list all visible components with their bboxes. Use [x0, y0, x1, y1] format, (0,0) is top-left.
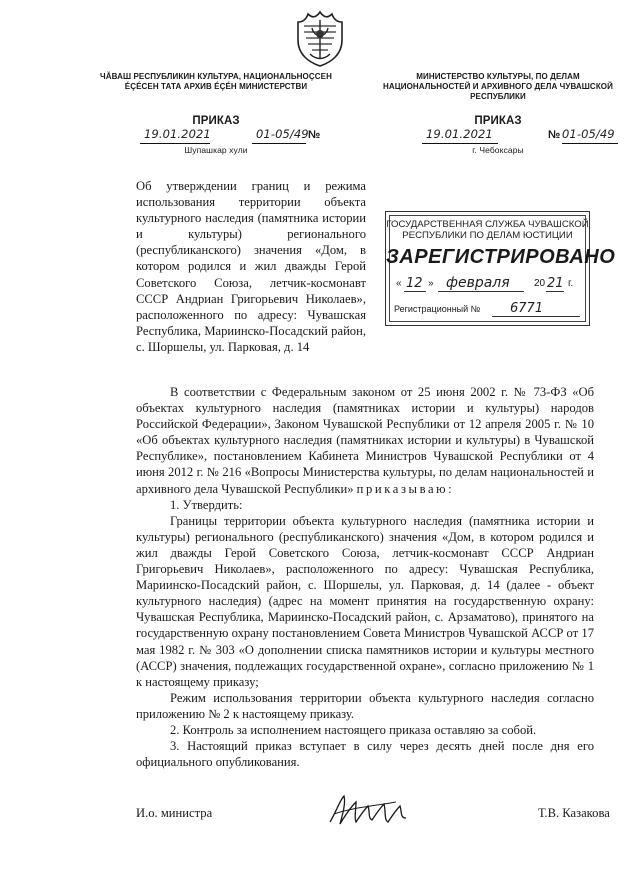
header-left-number: 01-05/49: [256, 127, 309, 141]
body-paragraph-2: 1. Утвердить:: [170, 497, 243, 512]
body-paragraph-6: 3. Настоящий приказ вступает в силу через десять дней после дня его официального опубликования.: [136, 739, 594, 770]
stamp-date-row: [396, 275, 581, 294]
stamp-reg-number: 6771: [510, 301, 544, 316]
stamp-month: февраля: [446, 275, 510, 291]
header-right-place: г. Чебоксары: [472, 145, 524, 155]
header-right-number: 01-05/49: [562, 127, 615, 141]
header-right-org: МИНИСТЕРСТВО КУЛЬТУРЫ, ПО ДЕЛАМ НАЦИОНАЛЬНОСТЕЙ И АРХИВНОГО ДЕЛА ЧУВАШСКОЙ РЕСПУБЛИКИ: [383, 72, 613, 101]
coat-of-arms-emblem: [294, 10, 346, 68]
stamp-year-prefix: 20: [534, 278, 546, 289]
header-right-number-row: [378, 127, 618, 144]
header-right-title: ПРИКАЗ: [474, 115, 522, 127]
signatory-role: И.о. министра: [136, 806, 213, 820]
body-paragraph-1: [136, 384, 594, 497]
registration-stamp: [385, 211, 616, 326]
stamp-open-quote: «: [396, 278, 402, 289]
order-subject-text: Об утверждении границ и режима использования территории объекта культурного наследия (памятника истории и культуры) регионального (республиканского) значения «Дом, в котором родился и жил дважды Герой Советского Союза, летчик-космонавт СССР Андриан Григорьевич Николаев», расположенного по адресу: Чувашская Республика, Мариинско-Посадский район, с. Шоршелы, ул. Парковая, д. 14: [136, 179, 366, 354]
header-left-date: 19.01.2021: [144, 127, 211, 141]
stamp-year-unit: г.: [568, 278, 574, 289]
header-left-number-sign: №: [308, 129, 321, 141]
header-right: [378, 72, 618, 155]
header-left: [96, 72, 336, 155]
stamp-year-suffix: 21: [547, 276, 564, 291]
stamp-close-quote: »: [428, 278, 434, 289]
signatory-name: Т.В. Казакова: [538, 806, 610, 820]
stamp-header-line1: ГОСУДАРСТВЕННАЯ СЛУЖБА ЧУВАШСКОЙ: [386, 219, 589, 230]
body-paragraph-5: 2. Контроль за исполнением настоящего приказа оставляю за собой.: [170, 722, 537, 737]
stamp-header: [386, 219, 589, 241]
header-left-place: Шупашкар хули: [184, 145, 248, 155]
header-left-number-row: [96, 127, 336, 144]
header-right-date: 19.01.2021: [426, 127, 493, 141]
stamp-day: 12: [406, 276, 423, 291]
body-paragraph-3: Границы территории объекта культурного наследия (памятника истории и культуры) регионального (республиканского) значения «Дом, в котором родился и жил дважды Герой Советского Союза, летчик-космонавт СССР Андриан Григорьевич Николаев», расположенного по адресу: Чувашская Республика, Мариинско-Посадский район, с. Шоршелы, ул. Парковая, д. 14 (далее - объект культурного наследия) (адрес на момент принятия на государственную охрану: Чувашская Республика, Мариинско-Посадский район, с. Арзаматово), принятого на государственную охрану постановлением Совета Министров Чувашской АССР от 17 мая 1982 г. № 303 «О дополнении списка памятников истории и культуры местного (АССР) значения, подлежащих государственной охране», согласно приложению № 1 к настоящему приказу;: [136, 513, 594, 689]
handwritten-signature: [326, 792, 412, 830]
stamp-reg-row: [394, 301, 581, 318]
header-left-org: ЧĂВАШ РЕСПУБЛИКИН КУЛЬТУРА, НАЦИОНАЛЬНОÇСЕН ÉÇÉСЕН ТАТА АРХИВ ÉÇÉН МИНИСТЕРСТВИ: [100, 72, 332, 91]
stamp-reg-label: Регистрационный №: [394, 304, 481, 314]
stamp-header-line2: РЕСПУБЛИКИ ПО ДЕЛАМ ЮСТИЦИИ: [402, 230, 573, 241]
order-subject: [136, 178, 366, 355]
body-paragraph-1-order-word: приказываю:: [356, 481, 455, 496]
order-body: [136, 384, 594, 770]
body-paragraph-4: Режим использования территории объекта культурного наследия согласно приложению № 2 к настоящему приказу.: [136, 690, 594, 721]
header-right-number-sign: №: [548, 129, 561, 141]
stamp-status: ЗАРЕГИСТРИРОВАНО: [386, 246, 616, 268]
body-paragraph-1-text: В соответствии с Федеральным законом от 25 июня 2002 г. № 73-ФЗ «Об объектах культурного наследия (памятниках истории и культуры) народов Российской Федерации», Законом Чувашской Республики от 12 апреля 2005 г. № 10 «Об объектах культурного наследия (памятниках истории и культуры) в Чувашской Республике», постановлением Кабинета Министров Чувашской Республики от 4 июня 2012 г. № 216 «Вопросы Министерства культуры, по делам национальностей и архивного дела Чувашской Республики»: [136, 385, 594, 496]
header-left-title: ПРИКАЗ: [192, 115, 240, 127]
